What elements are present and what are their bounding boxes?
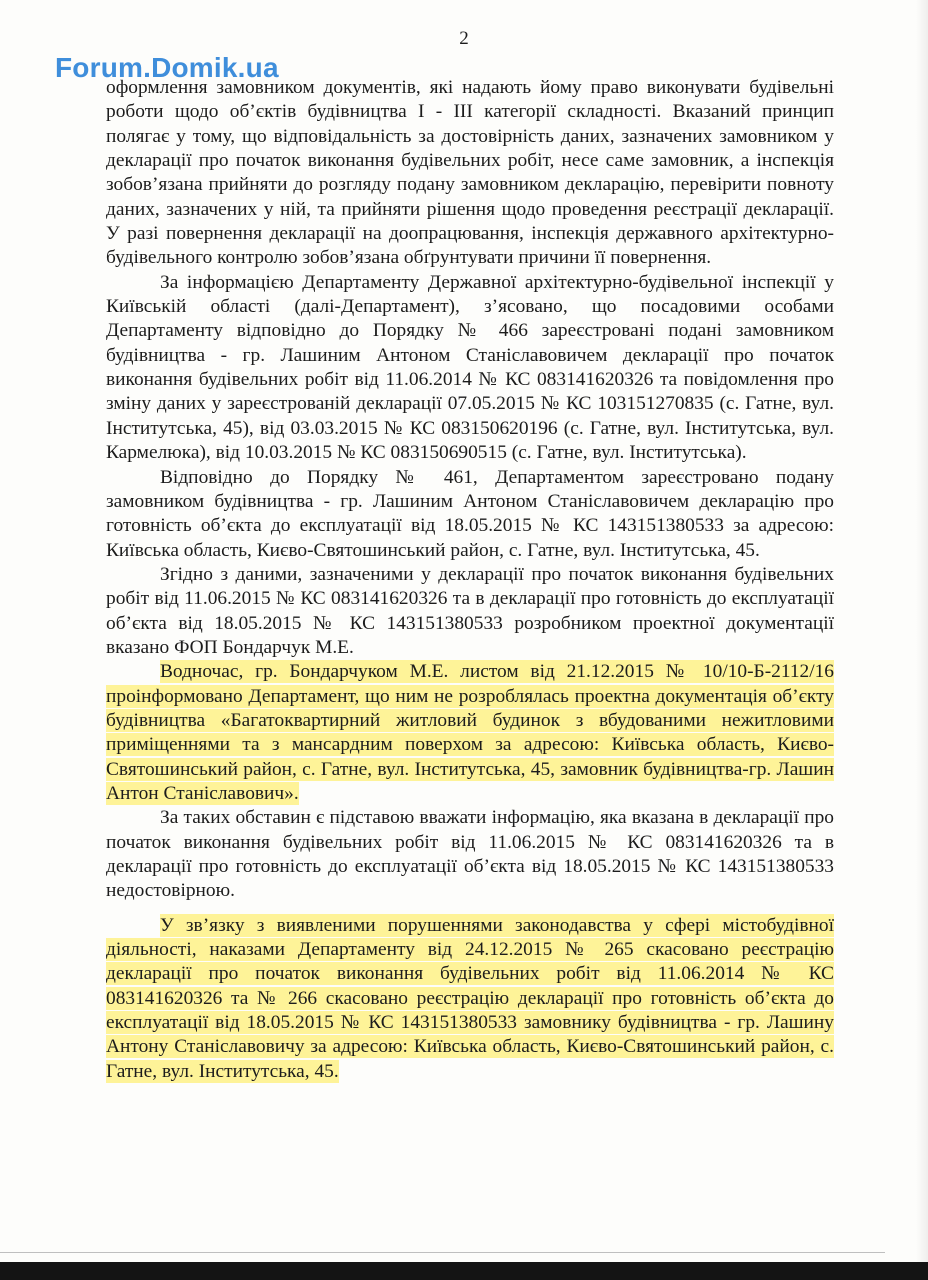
paragraph-5-highlighted [106, 660, 834, 806]
paragraph-3: Відповідно до Порядку № 461, Департаментом зареєстровано подану замовником будівництва - гр. Лашиним Антоном Станіславовичем декларацію про готовність об’єкта до експлуатації від 18.05.2015 № КС 143151380533 за адресою: Київська область, Києво-Святошинський район, с. Гатне, вул. Інститутська, 45. [106, 466, 834, 561]
scan-edge-shadow [916, 0, 928, 1262]
highlighted-text-1: Водночас, гр. Бондарчуком М.Е. листом від 21.12.2015 № 10/10-Б-2112/16 проінформовано Департамент, що ним не розроблялась проектна документація об’єкту будівництва «Багатоквартирний житловий будинок з вбудованими нежитловими приміщеннями та з мансардним поверхом за адресою: Київська область, Києво-Святошинський район, с. Гатне, вул. Інститутська, 45, замовник будівництва-гр. Лашин Антон Станіславович». [106, 661, 834, 804]
paragraph-1: оформлення замовником документів, які надають йому право виконувати будівельні роботи щодо об’єктів будівництва І - ІІІ категорії складності. Вказаний принцип полягає у тому, що відповідальність за достовірність даних, зазначених замовником у декларації про початок виконання будівельних робіт, несе саме замовник, а інспекція зобов’язана прийняти до розгляду подану замовником декларацію, перевірити повноту даних, зазначених у ній, та прийняти рішення щодо проведення реєстрації декларації. У разі повернення декларації на доопрацювання, інспекція державного архітектурно-будівельного контролю зобов’язана обґрунтувати причини її повернення. [106, 77, 834, 269]
paragraph-6: За таких обставин є підставою вважати інформацію, яка вказана в декларації про початок виконання будівельних робіт від 11.06.2015 № КС 083141620326 та в декларації про готовність до експлуатації об’єкта від 18.05.2015 № КС 143151380533 недостовірною. [106, 807, 834, 902]
paragraph-7-highlighted [106, 914, 834, 1084]
page-number: 2 [459, 28, 469, 49]
highlighted-text-2: У зв’язку з виявленими порушеннями законодавства у сфері містобудівної діяльності, наказами Департаменту від 24.12.2015 № 265 скасовано реєстрацію декларації про початок виконання будівельних робіт від 11.06.2014 № КС 083141620326 та № 266 скасовано реєстрацію декларації про готовність об’єкта до експлуатації від 18.05.2015 № КС 143151380533 замовнику будівництва - гр. Лашину Антону Станіславовичу за адресою: Київська область, Києво-Святошинський район, с. Гатне, вул. Інститутська, 45. [106, 914, 834, 1082]
paragraph-4: Згідно з даними, зазначеними у декларації про початок виконання будівельних робіт від 11.06.2015 № КС 083141620326 та в декларації про готовність до експлуатації об’єкта від 18.05.2015 № КС 143151380533 розробником проектної документації вказано ФОП Бондарчук М.Е. [106, 563, 834, 658]
scan-bottom-border [0, 1262, 928, 1280]
paragraph-2: За інформацією Департаменту Державної архітектурно-будівельної інспекції у Київській області (далі-Департамент), з’ясовано, що посадовими особами Департаменту відповідно до Порядку № 466 зареєстровані подані замовником будівництва - гр. Лашиним Антоном Станіславовичем декларації про початок виконання будівельних робіт від 11.06.2014 № КС 083141620326 та повідомлення про зміну даних у зареєстрованій декларації 07.05.2015 № КС 103151270835 (с. Гатне, вул. Інститутська, 45), від 03.03.2015 № КС 083150620196 (с. Гатне, вул. Інститутська, вул. Кармелюка), від 10.03.2015 № КС 083150690515 (с. Гатне, вул. Інститутська). [106, 271, 834, 464]
page-bottom-edge [0, 1252, 885, 1253]
forum-watermark: Forum.Domik.ua [55, 52, 279, 83]
document-body [106, 76, 834, 1084]
